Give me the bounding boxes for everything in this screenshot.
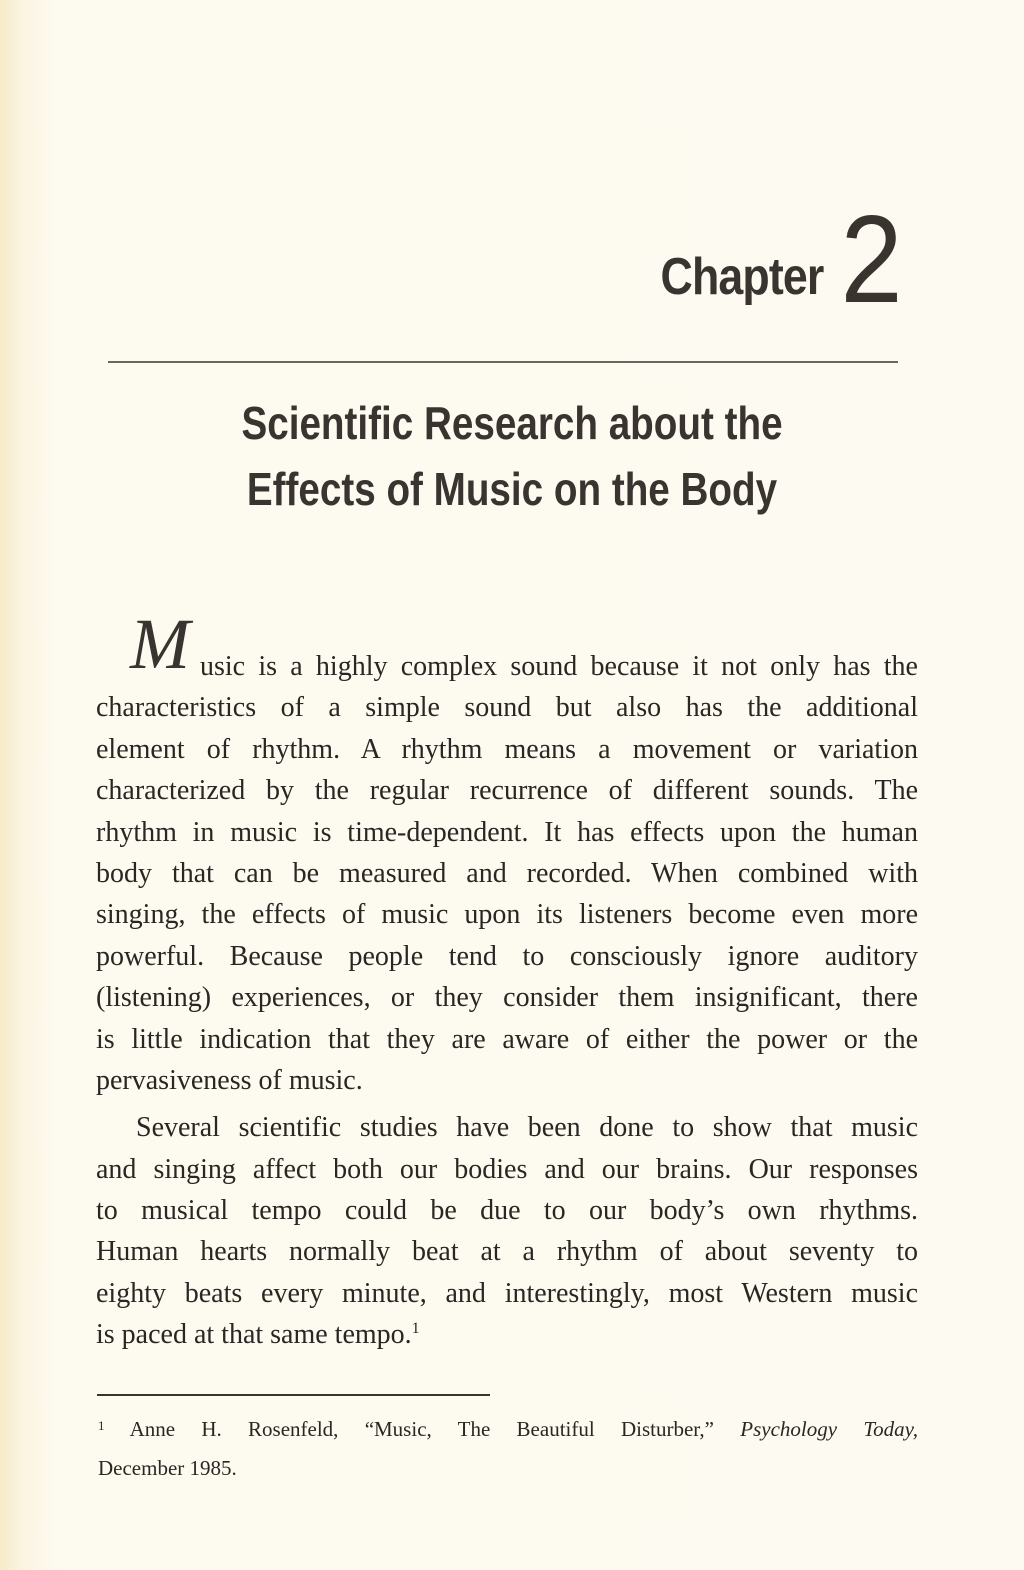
footnote-date: December 1985.: [98, 1456, 237, 1480]
text-line: [96, 1314, 918, 1355]
text-line: (listening) experiences, or they consider them insignificant, there: [96, 982, 918, 1014]
text-line-content: is paced at that same tempo.: [96, 1319, 412, 1351]
paragraph-1: [96, 604, 918, 1101]
text-line: powerful. Because people tend to consciously ignore auditory: [96, 940, 918, 972]
text-line: eighty beats every minute, and interestingly, most Western music: [96, 1277, 918, 1309]
drop-cap: M: [130, 604, 190, 684]
text-line: to musical tempo could be due to our body’s own rhythms.: [96, 1195, 918, 1227]
text-line: element of rhythm. A rhythm means a movement or variation: [96, 733, 918, 765]
footnote-divider: [97, 1394, 490, 1396]
chapter-title: [0, 390, 1024, 522]
chapter-title-line: Scientific Research about the: [241, 397, 783, 449]
text-line: Several scientific studies have been done to show that music: [136, 1112, 918, 1144]
text-line: and singing affect both our bodies and our brains. Our responses: [96, 1153, 918, 1185]
text-line: pervasiveness of music.: [96, 1064, 363, 1096]
footnote: [98, 1410, 918, 1488]
text-line: characterized by the regular recurrence of different sounds. The: [96, 775, 918, 807]
chapter-label: Chapter: [660, 248, 824, 306]
text-line: usic is a highly complex sound because it not only has the: [200, 651, 918, 682]
chapter-title-line: Effects of Music on the Body: [246, 463, 778, 515]
footnote-marker: 1: [98, 1418, 105, 1433]
text-line: body that can be measured and recorded. When combined with: [96, 857, 918, 889]
body-text: [96, 604, 918, 1356]
text-line: rhythm in music is time-dependent. It has effects upon the human: [96, 816, 918, 848]
footnote-line: [98, 1410, 918, 1449]
footnote-publication: Psychology Today,: [740, 1417, 919, 1441]
footnote-reference[interactable]: 1: [411, 1320, 420, 1338]
heading-divider: [108, 361, 898, 363]
footnote-author-title: Anne H. Rosenfeld, “Music, The Beautiful Disturber,”: [129, 1417, 715, 1441]
chapter-number: 2: [840, 191, 903, 329]
text-line: characteristics of a simple sound but also has the additional: [96, 692, 918, 724]
chapter-heading: [634, 191, 906, 329]
paragraph-2: [96, 1107, 918, 1355]
text-line: Human hearts normally beat at a rhythm of about seventy to: [96, 1236, 918, 1268]
text-line: singing, the effects of music upon its listeners become even more: [96, 899, 918, 931]
text-line: is little indication that they are aware of either the power or the: [96, 1023, 918, 1055]
